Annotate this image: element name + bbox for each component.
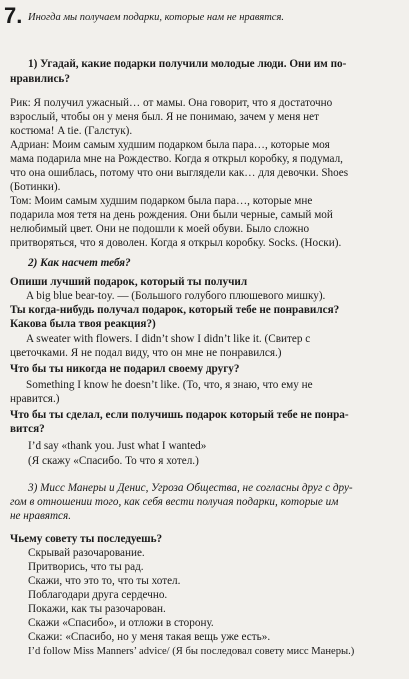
advice-item: Скажи, что это то, что ты хотел. [28,575,181,587]
tom-line4: притворяться, что я доволен. Когда я открыл коробку. Socks. (Носки). [10,237,342,249]
advice-item: Скрывай разочарование. [28,547,145,559]
rick-line3: костюма! A tie. (Галстук). [10,125,133,137]
section3-question: Чьему совету ты последуешь? [10,533,163,545]
q3: Что бы ты никогда не подарил своему другу? [10,363,240,375]
advice-item: Поблагодари друга сердечно. [28,589,168,601]
section3-title-line1: 3) Мисс Манеры и Денис, Угроза Общества, не согласны друг с дру- [28,482,353,494]
section2-title: 2) Как насчет тебя? [28,257,131,269]
advice-item: Скажи «Спасибо», и отложи в сторону. [28,617,214,629]
final-answer: I’d follow Miss Manners’ advice/ (Я бы последовал совету мисс Манеры.) [28,646,355,657]
advice-item: Покажи, как ты разочарован. [28,603,166,615]
a3-line2: нравится.) [10,393,60,405]
a4-line1: I’d say «thank you. Just what I wanted» [28,440,207,452]
task-number: 7. [4,3,23,28]
section3-title-line3: не нравятся. [10,510,72,522]
a2-line2: цветочками. Я не подал виду, что он мне не понравился.) [10,347,282,359]
q4-line1: Что бы ты сделал, если получишь подарок который тебе не понра- [10,409,349,421]
task-intro: Иногда мы получаем подарки, которые нам не нравятся. [28,12,284,23]
a3-line1: Something I know he doesn’t like. (То, что, я знаю, что ему не [26,379,313,391]
adrian-line4: (Ботинки). [10,181,61,193]
tom-line3: нелюбимый цвет. Они не подошли к моей обуви. Было сложно [10,223,310,235]
section1-title-line2: нравились? [10,73,70,85]
rick-line1: Рик: Я получил ужасный… от мамы. Она говорит, что я достаточно [10,97,333,109]
adrian-line2: мама подарила мне на Рождество. Когда я открыл коробку, я подумал, [10,153,343,165]
a4-line2: (Я скажу «Спасибо. То что я хотел.) [28,455,199,467]
tom-line1: Том: Моим самым худшим подарком была пара…, которые мне [10,195,313,207]
q1: Опиши лучший подарок, который ты получил [10,276,248,288]
adrian-line1: Адриан: Моим самым худшим подарком была пара…, которые моя [10,139,330,151]
a2-line1: A sweater with flowers. I didn’t show I didn’t like it. (Свитер с [26,333,311,345]
advice-item: Притворись, что ты рад. [28,561,144,573]
section3-title-line2: гом в отношении того, как себя вести получая подарки, которые им [10,496,339,508]
a1: A big blue bear-toy. — (Большого голубого плюшевого мишку). [26,290,326,302]
adrian-line3: что она ошиблась, потому что они выглядели как… для девочки. Shoes [10,167,349,179]
section1-title-line1: 1) Угадай, какие подарки получили молодые люди. Они им по- [28,58,347,70]
q4-line2: вится? [10,423,45,435]
tom-line2: подарила моя тетя на день рождения. Они были черные, самый мой [10,209,333,221]
advice-item: Скажи: «Спасибо, но у меня такая вещь уже есть». [28,631,271,643]
rick-line2: взрослый, чтобы он у меня был. Я не понимаю, зачем у меня нет [10,111,320,123]
q2-line1: Ты когда-нибудь получал подарок, который тебе не понравился? [10,304,340,316]
q2-line2: Какова была твоя реакция?) [10,318,156,330]
